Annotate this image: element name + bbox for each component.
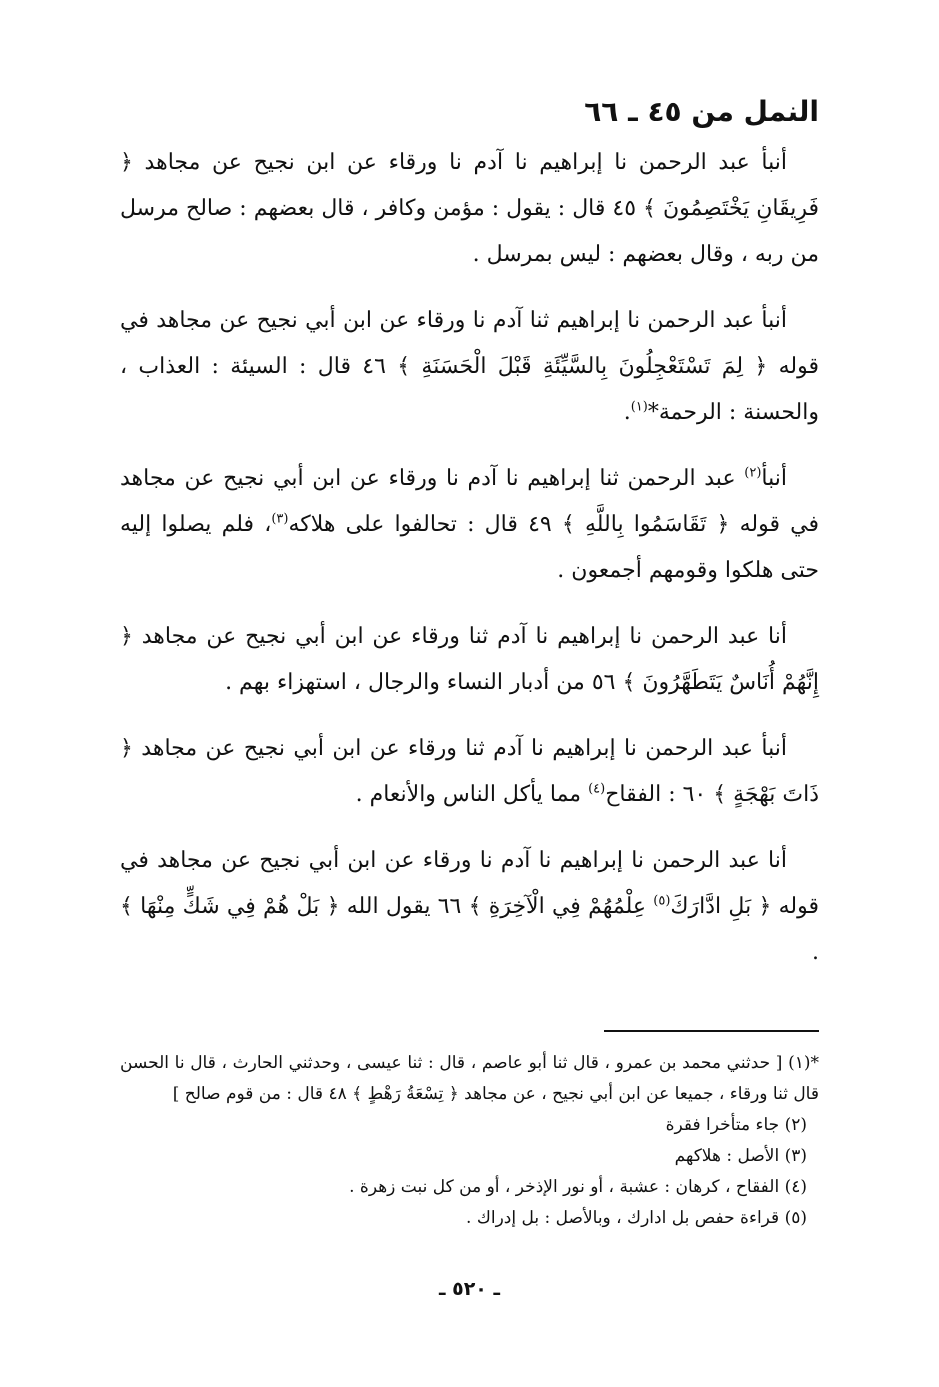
footnote-marker: (٢): [744, 465, 762, 481]
paragraph-text-end: ، فلم يصلوا إليه حتى هلكوا وقومهم أجمعون .: [120, 512, 819, 583]
paragraph-text: أنبأ عبد الرحمن نا إبراهيم نا آدم ثنا ورقاء عن ابن أبي نجيح عن مجاهد ﴿ ذَاتَ بَهْجَةٍ ﴾ ٦٠ : الفقاح: [120, 736, 819, 807]
footnote-1: *(١) [ حدثني محمد بن عمرو ، قال ثنا أبو عاصم ، قال : ثنا عيسى ، وحدثني الحارث ، قال نا الحسن قال ثنا ورقاء ، جميعا عن ابن أبي نجيح ، عن مجاهد ﴿ تِسْعَةُ رَهْطٍ ﴾ ٤٨ قال : من قوم صالح ]: [120, 1053, 819, 1104]
footnote-marker: (٤): [588, 781, 606, 797]
footnote-4: (٤) الفقاح ، كرهان : عشبة ، أو نور الإذخر ، أو من كل نبت زهرة .: [349, 1177, 807, 1197]
footnote-2: (٢) جاء متأخرا فقرة: [665, 1115, 807, 1135]
paragraph-text-middle: عبد الرحمن ثنا إبراهيم نا آدم نا ورقاء عن ابن أبي نجيح عن مجاهد في قوله ﴿ تَقَاسَمُوا بِاللَّهِ ﴾ ٤٩ قال : تحالفوا على هلاكه: [120, 466, 820, 537]
paragraph-text: أنا عبد الرحمن نا إبراهيم نا آدم نا ورقاء عن ابن أبي نجيح عن مجاهد في قوله ﴿ بَلِ ادَّارَكَ: [120, 848, 819, 919]
paragraph-text-end: عِلْمُهُمْ فِي الْآخِرَةِ ﴾ ٦٦ يقول الله ﴿ بَلْ هُمْ فِي شَكٍّ مِنْهَا ﴾ .: [120, 894, 819, 965]
paragraph-text-end: مما يأكل الناس والأنعام .: [355, 782, 589, 807]
paragraph-5: [120, 726, 819, 818]
paragraph-text: أنبأ عبد الرحمن نا إبراهيم ثنا آدم نا ورقاء عن ابن أبي نجيح عن مجاهد في قوله ﴿ لِمَ تَسْتَعْجِلُونَ بِالسَّيِّئَةِ قَبْلَ الْحَسَنَةِ ﴾ ٤٦ قال : السيئة : العذاب ، والحسنة : الرحمة*: [120, 308, 819, 425]
paragraph-text: أنبأ: [761, 466, 787, 491]
paragraph-1: [120, 140, 819, 278]
paragraph-text-end: .: [623, 400, 631, 425]
footnote-marker: (١): [630, 399, 648, 415]
paragraph-text: أنبأ عبد الرحمن نا إبراهيم نا آدم نا ورقاء عن ابن نجيح عن مجاهد ﴿ فَرِيقَانِ يَخْتَصِمُونَ ﴾ ٤٥ قال : يقول : مؤمن وكافر ، قال بعضهم : صالح مرسل من ربه ، وقال بعضهم : ليس بمرسل .: [120, 150, 819, 267]
paragraph-text: أنا عبد الرحمن نا إبراهيم نا آدم ثنا ورقاء عن ابن أبي نجيح عن مجاهد ﴿ إِنَّهُمْ أُنَاسٌ يَتَطَهَّرُونَ ﴾ ٥٦ من أدبار النساء والرجال ، استهزاء بهم .: [120, 624, 819, 695]
paragraph-2: [120, 298, 819, 436]
page-number: ـ ٥٢٠ ـ: [438, 1278, 500, 1300]
footnotes: [120, 1048, 819, 1234]
footnote-marker: (٥): [653, 893, 671, 909]
paragraph-3: [120, 456, 819, 594]
paragraph-4: [120, 614, 819, 706]
footnote-5: (٥) قراءة حفص بل ادارك ، وبالأصل : بل إدراك .: [466, 1208, 807, 1228]
footnote-3: (٣) الأصل : هلاكهم: [674, 1146, 807, 1166]
page-heading: النمل من ٤٥ ـ ٦٦: [584, 95, 819, 128]
paragraph-6: [120, 838, 819, 976]
footnote-marker: (٣): [271, 511, 289, 527]
footnote-divider: [604, 1030, 819, 1032]
